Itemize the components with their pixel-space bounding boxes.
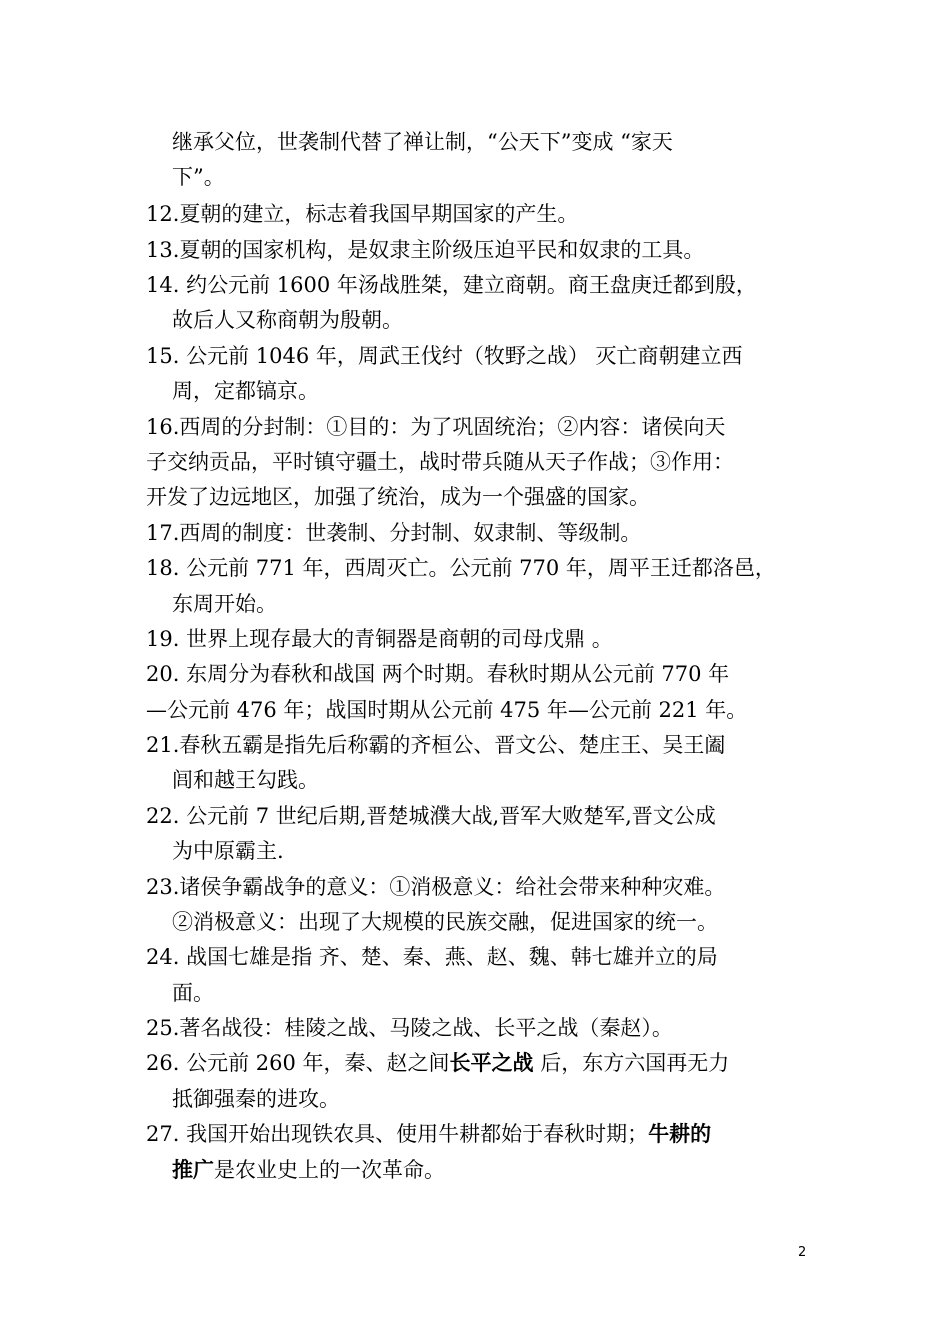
text-line: 15. 公元前 1046 年，周武王伐纣（牧野之战） 灭亡商朝建立西 <box>146 344 743 368</box>
text-segment: 后，东方六国再无力 <box>533 1051 730 1075</box>
text-segment: 26. 公元前 260 年，秦、赵之间 <box>146 1051 450 1075</box>
page-number: 2 <box>798 1245 807 1260</box>
text-line: 下”。 <box>172 165 225 189</box>
text-line: 21.春秋五霸是指先后称霸的齐桓公、晋文公、楚庄王、吴王阖 <box>146 733 726 757</box>
text-line: 20. 东周分为春秋和战国 两个时期。春秋时期从公元前 770 年 <box>146 662 730 686</box>
text-line: 子交纳贡品，平时镇守疆土，战时带兵随从天子作战；③作用： <box>146 450 734 474</box>
text-line: 19. 世界上现存最大的青铜器是商朝的司母戊鼎 。 <box>146 627 613 651</box>
text-line: 面。 <box>172 981 214 1005</box>
text-line: 开发了边远地区，加强了统治，成为一个强盛的国家。 <box>146 485 650 509</box>
text-line: 继承父位，世袭制代替了禅让制，“公天下”变成 “家天 <box>172 130 673 154</box>
text-line: 17.西周的制度：世袭制、分封制、奴隶制、等级制。 <box>146 521 642 545</box>
text-line: 周，定都镐京。 <box>172 379 319 403</box>
text-line: —公元前 476 年；战国时期从公元前 475 年—公元前 221 年。 <box>146 698 748 722</box>
text-line: 23.诸侯争霸战争的意义：①消极意义：给社会带来种种灾难。 <box>146 875 726 899</box>
text-line: 18. 公元前 771 年，西周灭亡。公元前 770 年，周平王迁都洛邑， <box>146 556 776 580</box>
text-line: 抵御强秦的进攻。 <box>172 1087 340 1111</box>
text-line: 12.夏朝的建立，标志着我国早期国家的产生。 <box>146 202 579 226</box>
text-line: 22. 公元前 7 世纪后期,晋楚城濮大战,晋军大败楚军,晋文公成 <box>146 804 716 828</box>
text-segment: 27. 我国开始出现铁农具、使用牛耕都始于春秋时期； <box>146 1122 649 1146</box>
text-line <box>146 1049 729 1077</box>
text-line <box>172 1156 445 1184</box>
text-segment: 是农业史上的一次革命。 <box>214 1158 445 1182</box>
text-line: 16.西周的分封制：①目的：为了巩固统治；②内容：诸侯向天 <box>146 415 726 439</box>
text-line: ②消极意义：出现了大规模的民族交融，促进国家的统一。 <box>172 910 718 934</box>
text-line: 24. 战国七雄是指 齐、楚、秦、燕、赵、魏、韩七雄并立的局 <box>146 945 718 969</box>
text-line: 东周开始。 <box>172 592 277 616</box>
text-line: 13.夏朝的国家机构，是奴隶主阶级压迫平民和奴隶的工具。 <box>146 238 705 262</box>
text-line <box>146 1120 711 1148</box>
text-line: 25.著名战役：桂陵之战、马陵之战、长平之战（秦赵）。 <box>146 1016 673 1040</box>
text-line: 为中原霸主. <box>172 839 284 863</box>
text-line: 闾和越王勾践。 <box>172 768 319 792</box>
text-line: 故后人又称商朝为殷朝。 <box>172 308 403 332</box>
bold-term: 推广 <box>172 1157 214 1182</box>
bold-term: 长平之战 <box>449 1050 534 1075</box>
text-line: 14. 约公元前 1600 年汤战胜桀，建立商朝。商王盘庚迁都到殷， <box>146 273 757 297</box>
bold-term: 牛耕的 <box>648 1121 712 1146</box>
